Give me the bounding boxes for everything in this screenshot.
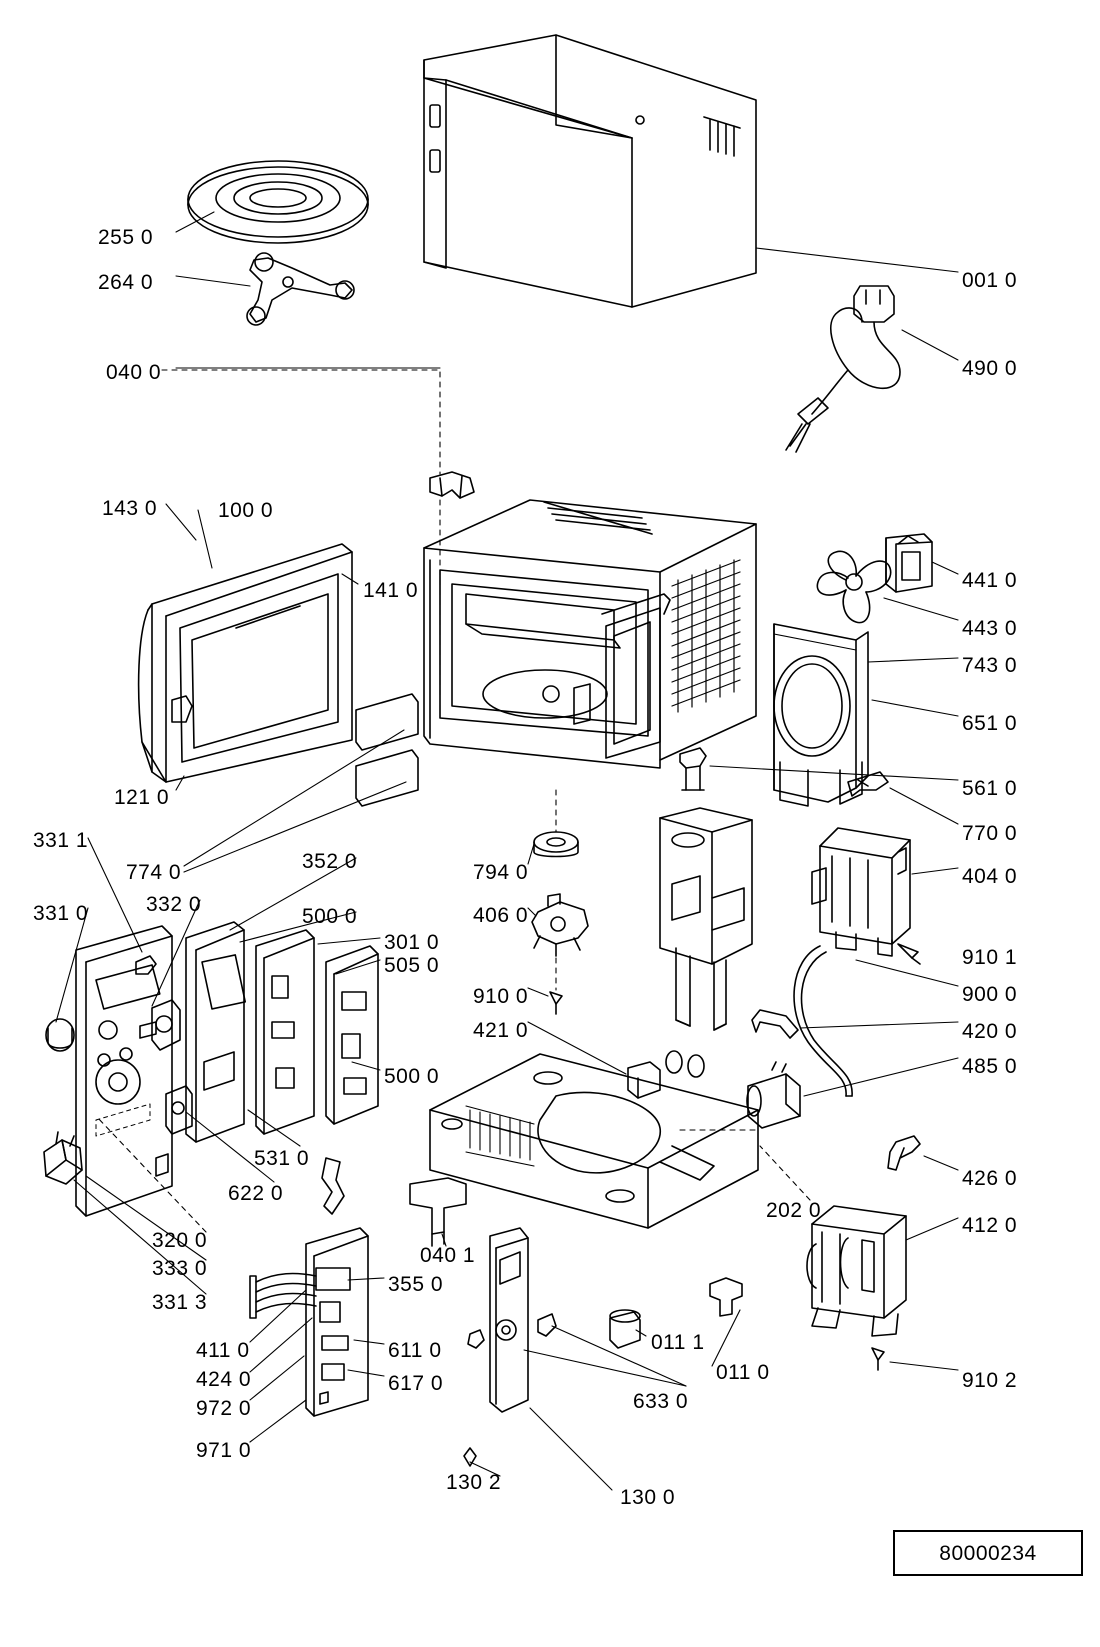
callout-332-0: 332 0 (146, 893, 202, 916)
callout-505-0: 505 0 (384, 954, 440, 977)
callout-910-2: 910 2 (962, 1369, 1018, 1392)
callout-121-0: 121 0 (114, 786, 170, 809)
fan-shroud (774, 624, 868, 806)
callout-011-0: 011 0 (716, 1361, 770, 1384)
oven-cavity (424, 500, 756, 768)
callout-900-0: 900 0 (962, 983, 1018, 1006)
callout-320-0: 320 0 (152, 1229, 208, 1252)
power-cord (786, 286, 900, 452)
callout-485-0: 485 0 (962, 1055, 1018, 1078)
callout-972-0: 972 0 (196, 1397, 252, 1420)
callout-770-0: 770 0 (962, 822, 1018, 845)
callout-443-0: 443 0 (962, 617, 1018, 640)
hv-diode (752, 1010, 798, 1038)
callout-352-0: 352 0 (302, 850, 358, 873)
callout-355-0: 355 0 (388, 1273, 444, 1296)
callout-794-0: 794 0 (473, 861, 529, 884)
hv-cable (794, 946, 852, 1096)
callout-421-0: 421 0 (473, 1019, 529, 1042)
callout-100-0: 100 0 (218, 499, 274, 522)
spring-part (322, 1158, 344, 1214)
callout-633-0: 633 0 (633, 1390, 689, 1413)
air-duct (660, 808, 752, 1030)
knob-331-0 (46, 1019, 74, 1051)
callout-255-0: 255 0 (98, 226, 154, 249)
callout-301-0: 301 0 (384, 931, 440, 954)
callout-333-0: 333 0 (152, 1257, 208, 1280)
callout-617-0: 617 0 (388, 1372, 444, 1395)
door-switch-lever (410, 1178, 466, 1246)
callout-910-0: 910 0 (473, 985, 529, 1008)
fuse-426 (888, 1136, 920, 1170)
callout-971-0: 971 0 (196, 1439, 252, 1462)
screw-910-1 (898, 944, 920, 964)
turntable-motor-assembly (532, 832, 588, 956)
callout-331-1: 331 1 (33, 829, 89, 852)
callout-774-0: 774 0 (126, 861, 182, 884)
callout-011-1: 011 1 (651, 1331, 705, 1354)
hv-transformer (807, 1206, 906, 1336)
callout-424-0: 424 0 (196, 1368, 252, 1391)
callout-420-0: 420 0 (962, 1020, 1018, 1043)
control-panel-front (76, 926, 172, 1216)
cavity-cover-plate (430, 1054, 758, 1228)
callout-561-0: 561 0 (962, 777, 1018, 800)
callout-264-0: 264 0 (98, 271, 154, 294)
turntable-roller-ring (247, 253, 354, 325)
drawing-number: 80000234 (939, 1541, 1037, 1565)
callout-910-1: 910 1 (962, 946, 1018, 969)
callout-202-0: 202 0 (766, 1199, 822, 1222)
cabinet-shell (424, 35, 756, 307)
screw-910-2 (872, 1348, 884, 1370)
control-boards (186, 922, 378, 1142)
callout-531-0: 531 0 (254, 1147, 310, 1170)
callout-143-0: 143 0 (102, 497, 158, 520)
callout-490-0: 490 0 (962, 357, 1018, 380)
callout-411-0: 411 0 (196, 1339, 250, 1362)
callout-040-0: 040 0 (106, 361, 162, 384)
callout-743-0: 743 0 (962, 654, 1018, 677)
callout-651-0: 651 0 (962, 712, 1018, 735)
fan-and-motor (817, 534, 932, 623)
callout-441-0: 441 0 (962, 569, 1018, 592)
callout-500-0a: 500 0 (302, 905, 358, 928)
magnetron (812, 828, 910, 956)
thermostat-561 (680, 748, 706, 790)
hv-capacitor (747, 1062, 800, 1128)
callout-404-0: 404 0 (962, 865, 1018, 888)
callout-130-0: 130 0 (620, 1486, 676, 1509)
door-hinge-bracket (464, 1228, 556, 1466)
callout-040-1: 040 1 (420, 1244, 476, 1267)
callout-331-0: 331 0 (33, 902, 89, 925)
callout-611-0: 611 0 (388, 1339, 442, 1362)
callout-622-0: 622 0 (228, 1182, 284, 1205)
door-assembly (139, 544, 352, 782)
door-latch-hook (430, 472, 474, 498)
callout-331-3: 331 3 (152, 1291, 208, 1314)
lower-pcb (250, 1228, 368, 1416)
callout-406-0: 406 0 (473, 904, 529, 927)
callout-412-0: 412 0 (962, 1214, 1018, 1237)
callout-001-0: 001 0 (962, 269, 1018, 292)
callout-141-0: 141 0 (363, 579, 419, 602)
callout-130-2: 130 2 (446, 1471, 502, 1494)
glass-turntable (188, 161, 368, 243)
panel-small-parts (136, 956, 192, 1134)
screw-910-0 (550, 992, 562, 1014)
callout-426-0: 426 0 (962, 1167, 1018, 1190)
drawing-number-box (893, 1530, 1083, 1576)
callout-500-0b: 500 0 (384, 1065, 440, 1088)
